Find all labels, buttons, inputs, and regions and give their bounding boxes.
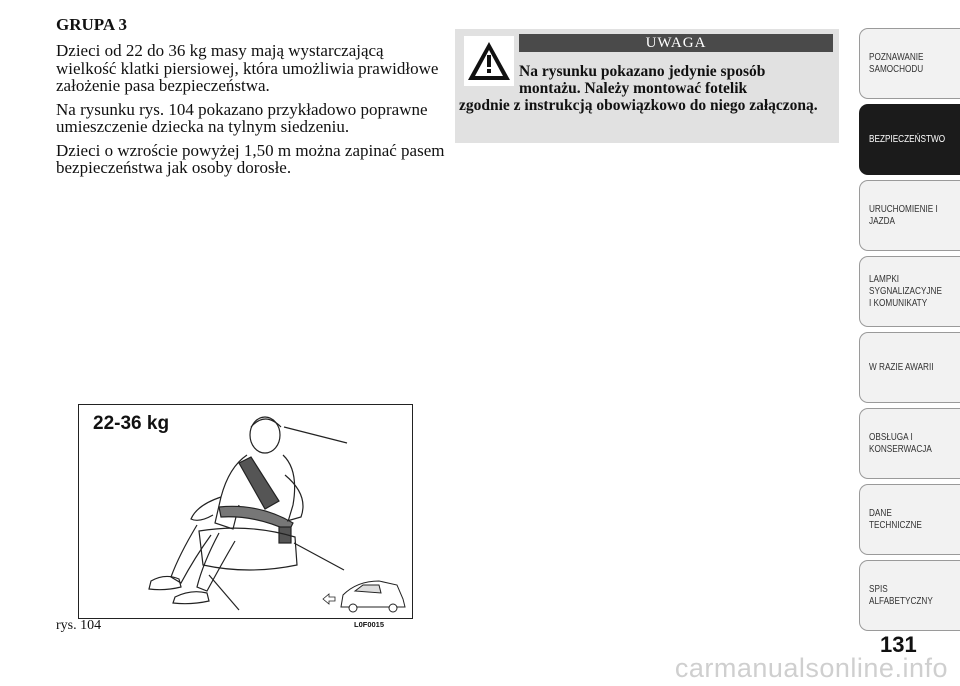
tab-label: OBSŁUGA I KONSERWACJA <box>869 431 932 455</box>
paragraph-weight: Dzieci od 22 do 36 kg masy mają wystarczającą wielkość klatki piersiowej, która umożliwia prawidłowe założenie pasa bezpieczeństwa. <box>56 41 439 95</box>
tab-lampki-sygnalizacyjne[interactable] <box>859 256 960 327</box>
paragraph-figure-ref: Na rysunku rys. 104 pokazano przykładowo poprawne umieszczenie dziecka na tylnym siedzeniu. <box>56 99 428 136</box>
text-column <box>56 14 446 183</box>
tab-uruchomienie-i-jazda[interactable] <box>859 180 960 251</box>
tab-label: BEZPIECZEŃSTWO <box>869 133 946 145</box>
tab-obsluga-i-konserwacja[interactable] <box>859 408 960 479</box>
watermark: carmanualsonline.info <box>674 653 948 683</box>
tab-label: SPIS ALFABETYCZNY <box>869 583 933 607</box>
child-seat-figure <box>78 404 413 619</box>
tab-label: POZNAWANIE SAMOCHODU <box>869 51 924 75</box>
warning-triangle-icon <box>464 36 514 86</box>
paragraph-height: Dzieci o wzroście powyżej 1,50 m można zapinać pasem bezpieczeństwa jak osoby dorosłe. <box>56 140 445 177</box>
tab-label: URUCHOMIENIE I JAZDA <box>869 203 938 227</box>
page-number: 131 <box>880 632 917 657</box>
warning-box <box>455 29 839 143</box>
tab-poznawanie-samochodu[interactable] <box>859 28 960 99</box>
tab-label: W RAZIE AWARII <box>869 361 934 373</box>
warning-title: UWAGA <box>519 34 833 52</box>
figure-code: L0F0015 <box>354 620 385 629</box>
figure-caption: rys. 104 <box>56 618 102 633</box>
tab-label: DANE TECHNICZNE <box>869 507 922 531</box>
section-heading: GRUPA 3 <box>56 15 127 34</box>
tab-spis-alfabetyczny[interactable] <box>859 560 960 631</box>
child-on-booster-illustration <box>79 405 412 618</box>
tab-dane-techniczne[interactable] <box>859 484 960 555</box>
tab-w-razie-awarii[interactable] <box>859 332 960 403</box>
figure-weight-label: 22-36 kg <box>93 413 170 434</box>
tab-label: LAMPKI SYGNALIZACYJNE I KOMUNIKATY <box>869 273 942 309</box>
warning-text-first: Na rysunku pokazano jedynie sposób montażu. Należy montować fotelik <box>519 63 766 97</box>
warning-text-rest: zgodnie z instrukcją obowiązkowo do niego załączoną. <box>459 97 818 114</box>
tab-bezpieczenstwo[interactable] <box>859 104 960 175</box>
